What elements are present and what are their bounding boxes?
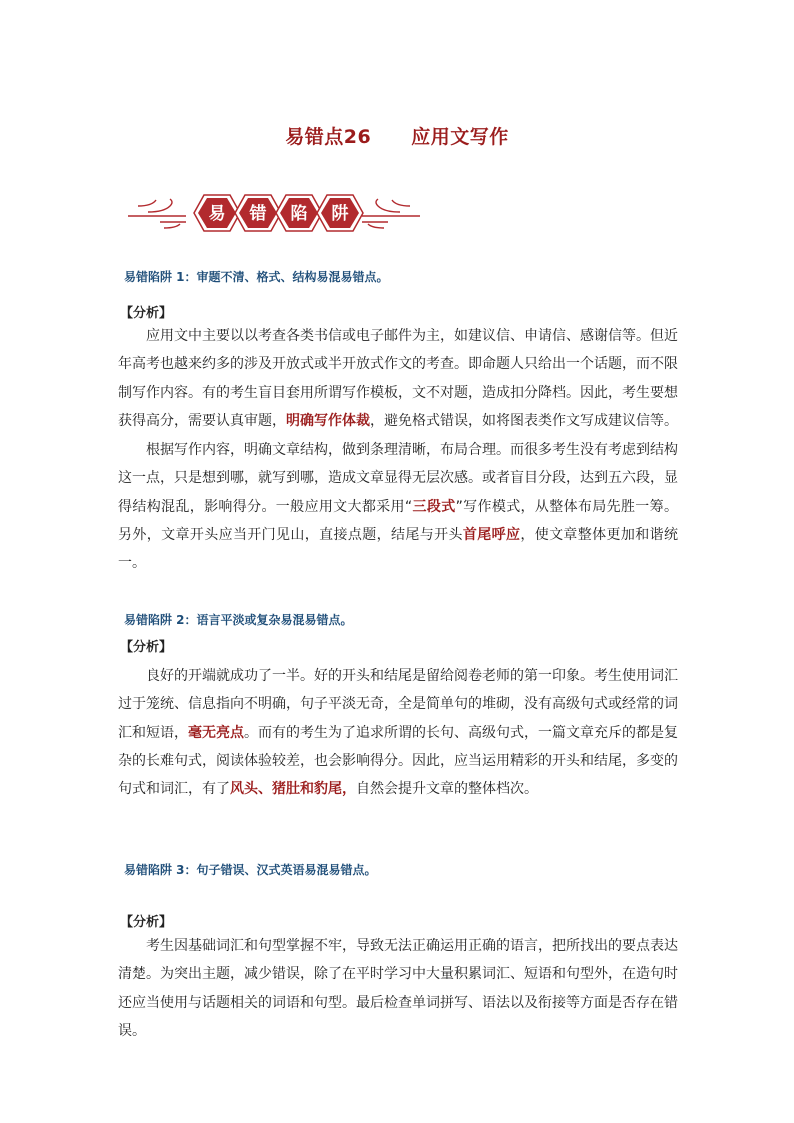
text-run: ，避免格式错误，如将图表类作文写成建议信等。 <box>370 412 678 429</box>
text-run: 应用文中主要以以考查各类书信或电子邮件为主，如建议信、申请信、感谢信等。但近年高考也越来约多的涉及开放式或半开放式作文的考查。即命题人只给出一个话题，而不限制写作内容。有的考生盲目套用所谓写作模板，文不对题，造成扣分降档。因此，考生要想获得高分，需要认真审题， <box>118 328 678 429</box>
banner-badge-1 <box>194 195 240 231</box>
trap-banner <box>124 182 424 238</box>
analysis-label-1: 【分析】 <box>120 306 173 321</box>
trap-heading-1: 易错陷阱 1：审题不清、格式、结构易混易错点。 <box>124 270 389 284</box>
banner-badge-3 <box>276 195 322 231</box>
page-title <box>0 122 794 149</box>
emphasis-text: 风头、猪肚和豹尾， <box>230 781 356 798</box>
paragraph-1-1 <box>118 322 678 435</box>
right-cloud-ornament <box>362 199 420 228</box>
title-left: 易错点26 <box>285 126 372 148</box>
emphasis-text: 毫无亮点 <box>188 724 244 741</box>
paragraph-1-2 <box>118 436 678 577</box>
paragraph-3-1 <box>118 932 678 1045</box>
banner-char-2: 错 <box>249 204 267 224</box>
trap-heading-3: 易错陷阱 3：句子错误、汉式英语易混易错点。 <box>124 863 377 877</box>
trap-heading-2: 易错陷阱 2：语言平淡或复杂易混易错点。 <box>124 613 353 627</box>
left-cloud-ornament <box>128 199 186 228</box>
banner-char-4: 阱 <box>331 204 349 224</box>
banner-badge-4 <box>317 195 363 231</box>
analysis-label-2: 【分析】 <box>120 640 173 655</box>
text-run: 考生因基础词汇和句型掌握不牢，导致无法正确运用正确的语言，把所找出的要点表达清楚。为突出主题，减少错误，除了在平时学习中大量积累词汇、短语和句型外，在造句时还应当使用与话题相关的词语和句型。最后检查单词拼写、语法以及衔接等方面是否存在错误。 <box>118 938 678 1039</box>
text-run: ”写作模式，从整体布局先胜一筹。另外，文章开头应当开门见山，直接点题，结尾与开头 <box>118 498 678 543</box>
text-run: ，使文章整体更加和谐统一。 <box>118 526 679 572</box>
paragraph-2-1 <box>118 662 678 803</box>
emphasis-text: 三段式 <box>412 498 456 515</box>
text-run: 。而有的考生为了追求所谓的长句、高级句式，一篇文章充斥的都是复杂的长难句式，阅读体验较差，也会影响得分。因此，应当运用精彩的开头和结尾，多变的句式和词汇，有了 <box>118 724 678 798</box>
emphasis-text: 明确写作体裁 <box>286 412 370 429</box>
text-run: 自然会提升文章的整体档次。 <box>356 781 538 798</box>
text-run: 良好的开端就成功了一半。好的开头和结尾是留给阅卷老师的第一印象。考生使用词汇过于笼统、信息指向不明确，句子平淡无奇，全是简单句的堆砌，没有高级句式或经常的词汇和短语， <box>118 668 678 741</box>
title-right: 应用文写作 <box>411 126 509 148</box>
banner-badge-2 <box>235 195 281 231</box>
banner-char-3: 陷 <box>290 204 308 224</box>
text-run: 根据写作内容，明确文章结构，做到条理清晰，布局合理。而很多考生没有考虑到结构这一点，只是想到哪，就写到哪，造成文章显得无层次感。或者盲目分段，达到五六段，显得结构混乱，影响得分。一般应用文大都采用“ <box>118 442 678 515</box>
banner-char-1: 易 <box>208 204 226 224</box>
analysis-label-3: 【分析】 <box>120 915 173 930</box>
emphasis-text: 首尾呼应 <box>462 526 521 543</box>
